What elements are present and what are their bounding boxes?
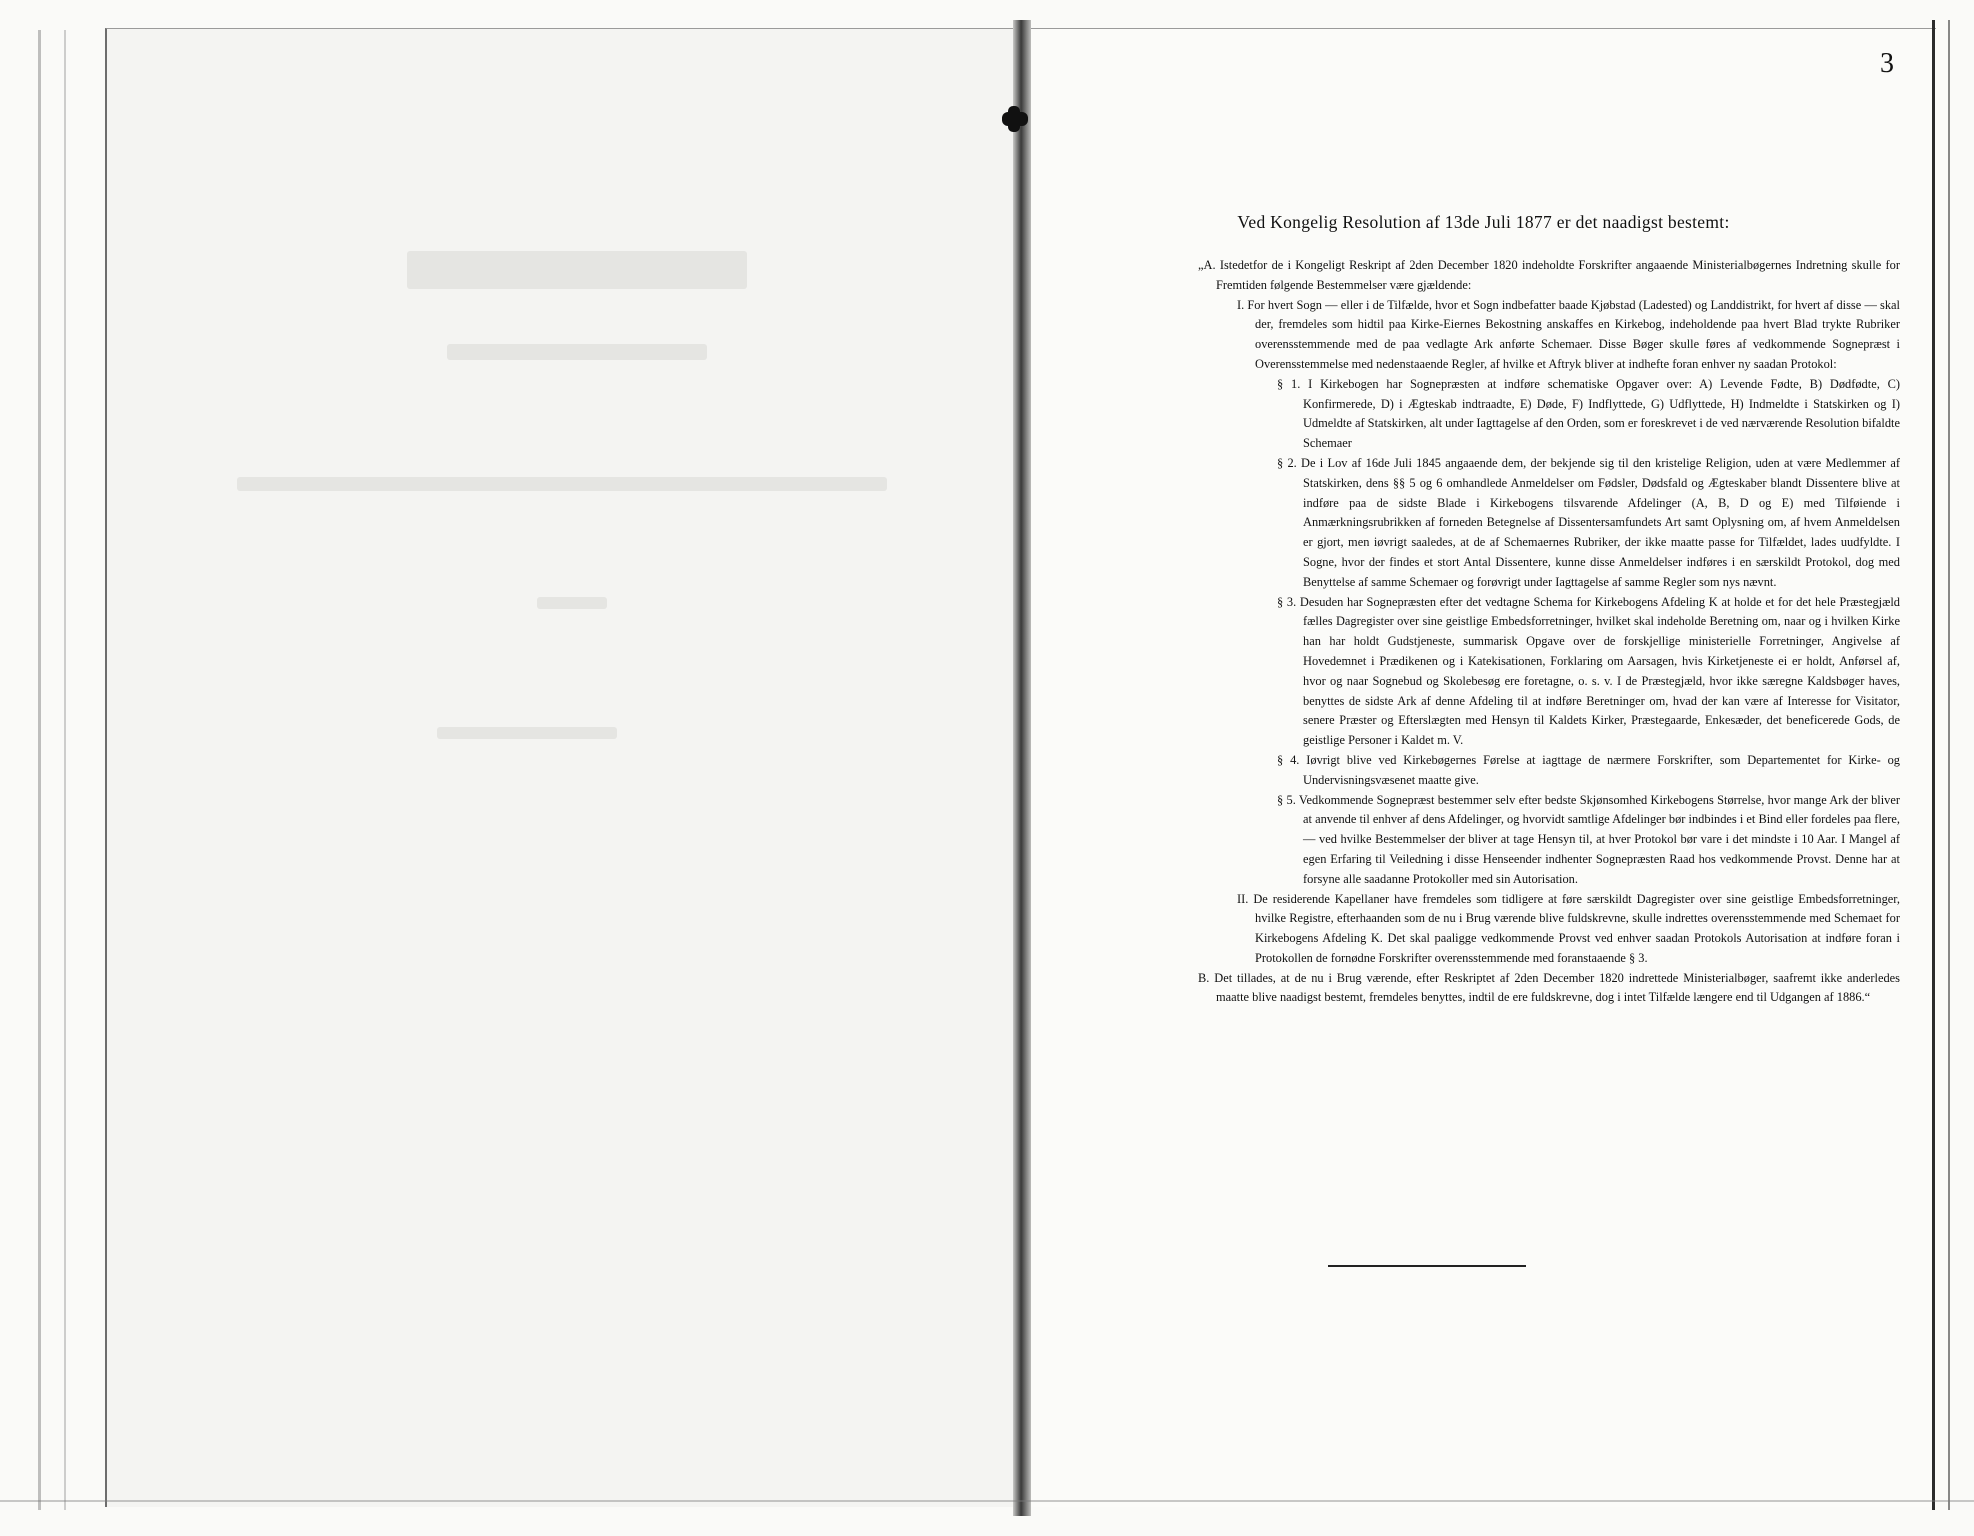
left-page-edge-inner (64, 30, 66, 1510)
closing-rule (1328, 1265, 1526, 1267)
paragraph-3: § 3. Desuden har Sognepræsten efter det vedtagne Schema for Kirkebogens Afdeling K at holde et for det hele Præstegjæld fælles Dagregister over sine geistlige Embedsforretninger, hvilket skal indeholde Beretning om, naar og i hvilken Kirke han har holdt Gudstjeneste, summarisk Opgave over de forskjellige ministerielle Forretninger, Angivelse af Hovedemnet i Prædikenen og i Katekisationen, Forklaring om Aarsagen, hvis Kirketjeneste ei er holdt, Anførsel af, hvor og naar Sognebud og Skolebesøg ere foretagne, o. s. v. I de Præstegjæld, hvor ikke særegne Kaldsbøger haves, benyttes de sidste Ark af denne Afdeling til at indføre Beretninger om, hvad der kan være af Interesse for Visitator, senere Præster og Efterslægten med Hensyn til Kaldets Kirker, Præstegaarde, Enkesæder, det beneficerede Gods, de geistlige Personer i Kaldet m. V. (1277, 594, 1900, 748)
paragraph-5: § 5. Vedkommende Sognepræst bestemmer selv efter bedste Skjønsomhed Kirkebogens Størrelse, hvor mange Ark der bliver at anvende til enhver af dens Afdelinger, og hvorvidt samtlige Afdelinger bør indbindes i et Bind eller fordeles paa flere, — ved hvilke Bestemmelser der bliver at tage Hensyn til, at hver Protokol bør vare i det mindste i 10 Aar. I Mangel af egen Erfaring til Veiledning i disse Henseender indhenter Sognepræsten Raad hos vedkommende Provst. Denne har at forsyne alle saadanne Protokoller med sin Autorisation. (1277, 792, 1900, 886)
section-a: „A. Istedetfor de i Kongeligt Reskript af 2den December 1820 indeholdte Forskrifter angaaende Ministerialbøgernes Indretning skulle for Fremtiden følgende Bestemmelser være gjældende: (1198, 258, 1900, 292)
resolution-body (1200, 256, 1900, 1008)
page-number: 3 (1880, 48, 1894, 79)
bleed-through-line (237, 477, 887, 491)
bleed-through-mark (437, 727, 617, 739)
bottom-edge (0, 1500, 1974, 1502)
resolution-title: Ved Kongelig Resolution af 13de Juli 1877 er det naadigst bestemt: (1237, 212, 1730, 232)
left-page-edge (38, 30, 41, 1510)
section-ii: II. De residerende Kapellaner have fremdeles som tidligere at føre særskildt Dagregister over sine geistlige Embedsforretninger, hvilke Registre, efterhaanden som de nu i Brug værende blive fuldskrevne, skulle indrettes overensstemmende med Schemaet for Kirkebogens Afdeling K. Det skal paaligge vedkommende Provst ved enhver saadan Protokols Autorisation at indføre foran i Protokollen de fornødne Forskrifter overensstemmende med foranstaaende § 3. (1237, 891, 1900, 965)
paragraph-1: § 1. I Kirkebogen har Sognepræsten at indføre schematiske Opgaver over: A) Levende Fødte, B) Dødfødte, C) Konfirmerede, D) i Ægteskab indtraadte, E) Døde, F) Indflyttede, G) Udflyttede, H) Indmeldte i Statskirken og I) Udmeldte af Statskirken, alt under Iagttagelse af den Orden, som er foreskrevet i de ved nærværende Resolution bifaldte Schemaer (1277, 376, 1900, 451)
binding-clip (1002, 112, 1028, 126)
bleed-through-heading (407, 251, 747, 289)
section-b: B. Det tillades, at de nu i Brug værende, efter Reskriptet af 2den December 1820 indrettede Ministerialbøger, saafremt ikke anderledes maatte blive naadigst bestemt, fremdeles benyttes, indtil de ere fuldskrevne, dog i intet Tilfælde længere end til Udgangen af 1886.“ (1198, 970, 1900, 1005)
bleed-through-subheading (447, 344, 707, 360)
paragraph-4: § 4. Iøvrigt blive ved Kirkebøgernes Førelse at iagttage de nærmere Forskrifter, som Departementet for Kirke- og Undervisningsvæsenet maatte give. (1277, 752, 1900, 787)
right-page-edge-outer (1948, 20, 1950, 1510)
section-i: I. For hvert Sogn — eller i de Tilfælde, hvor et Sogn indbefatter baade Kjøbstad (Ladested) og Landdistrikt, for hvert af disse — skal der, fremdeles som hidtil paa Kirke-Eiernes Bekostning anskaffes en Kirkebog, indeholdende paa hvert Blad trykte Rubriker overensstemmende med de paa vedlagte Ark anførte Schemaer. Disse Bøger skulle føres af vedkommende Sognepræst i Overensstemmelse med nedenstaaende Regler, af hvilke et Aftryk bliver at indhefte foran enhver ny saadan Protokol: (1237, 297, 1900, 371)
bleed-through-mark (537, 597, 607, 609)
left-page-blank (105, 28, 1019, 1507)
right-page-edge (1932, 20, 1935, 1510)
paragraph-2: § 2. De i Lov af 16de Juli 1845 angaaende dem, der bekjende sig til den kristelige Religion, uden at være Medlemmer af Statskirken, dens §§ 5 og 6 omhandlede Anmeldelser om Fødsler, Dødsfald og Ægteskaber blandt Dissentere blive at indføre paa de sidste Blade i Kirkebogens tilsvarende Afdelinger (A, B, D og E) med Tilføiende i Anmærkningsrubrikken af forneden Betegnelse af Dissentersamfundets Art samt Oplysning om, af hvem Anmeldelsen er gjort, men iøvrigt saaledes, at de af Schemaernes Rubriker, der ikke maatte passe for Tilfældet, lades uudfyldte. I Sogne, hvor der findes et stort Antal Dissentere, kunne disse Anmeldelser indføres i en særskildt Protokol, dog med Benyttelse af samme Schemaer og forøvrigt under Iagttagelse af samme Regler som nys nævnt. (1277, 455, 1900, 589)
book-gutter (1013, 20, 1031, 1516)
